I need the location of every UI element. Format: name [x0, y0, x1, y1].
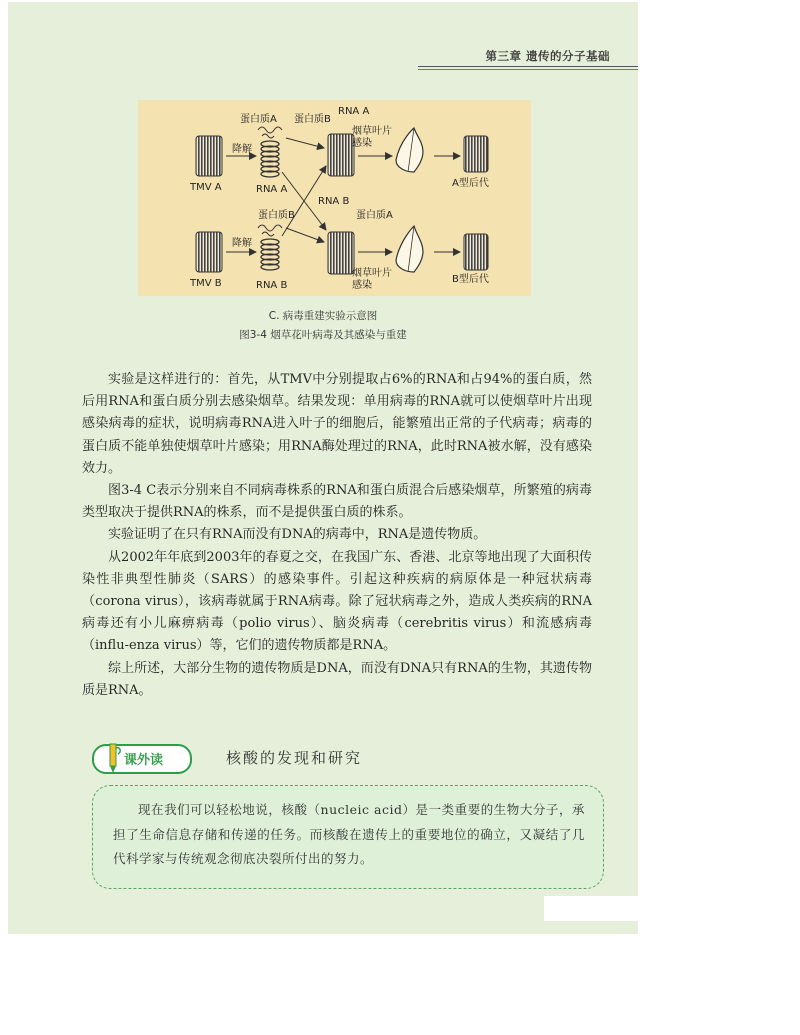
- label-offspring-a: A型后代: [452, 178, 489, 189]
- header-rule: [418, 66, 638, 67]
- label-protein-a-top: 蛋白质A: [240, 114, 277, 125]
- extra-reading-header: [92, 740, 392, 774]
- figure-diagram: [138, 100, 531, 296]
- scan-blank-patch: [544, 896, 638, 921]
- protein-fragments-top: [258, 127, 282, 138]
- rna-coil-bottom: [261, 239, 279, 270]
- offspring-a-virus: [464, 136, 488, 172]
- pencil-icon: [104, 742, 122, 774]
- figure-subcaption: C. 病毒重建实验示意图: [268, 310, 378, 322]
- reading-box: [92, 785, 604, 889]
- header-rule-thin: [418, 69, 638, 70]
- textbook-page: [8, 2, 638, 934]
- label-infect-top: [352, 124, 392, 149]
- paragraph: 图3-4 C表示分别来自不同病毒株系的RNA和蛋白质混合后感染烟草，所繁殖的病毒类型取决于提供RNA的株系，而不是提供蛋白质的株系。: [82, 483, 592, 521]
- label-infect-bottom: [352, 266, 392, 291]
- protein-fragments-bottom: [258, 225, 282, 236]
- paragraph: 实验证明了在只有RNA而没有DNA的病毒中，RNA是遗传物质。: [108, 527, 487, 543]
- label-infect-bottom-line1: 烟草叶片: [352, 268, 392, 279]
- label-protein-b-top: 蛋白质B: [294, 114, 331, 125]
- paragraph: 综上所述，大部分生物的遗传物质是DNA，而没有DNA只有RNA的生物，其遗传物质是RNA。: [82, 660, 592, 698]
- reconstructed-virus-top: [328, 134, 354, 176]
- reading-box-text: [113, 798, 585, 872]
- leaf-bottom: [396, 226, 423, 272]
- reconstructed-virus-bottom: [328, 232, 354, 274]
- label-degrade-top: 降解: [232, 144, 252, 155]
- label-rna-b-mid: RNA B: [318, 196, 350, 207]
- reading-paragraph: 现在我们可以轻松地说，核酸（nucleic acid）是一类重要的生物大分子，承担了生命信息存储和传递的任务。而核酸在遗传上的重要地位的确立，又凝结了几代科学家与传统观念彻底决裂所付出的努力。: [113, 802, 585, 866]
- label-rna-a-top: RNA A: [338, 106, 370, 117]
- label-tmv-a: TMV A: [190, 182, 222, 193]
- label-offspring-b: B型后代: [452, 274, 489, 285]
- label-rna-a-mid: RNA A: [256, 184, 288, 195]
- body-text: [82, 369, 592, 702]
- label-infect-bottom-line2: 感染: [352, 280, 372, 291]
- paragraph: 实验是这样进行的：首先，从TMV中分别提取占6%的RNA和占94%的蛋白质，然后用RNA和蛋白质分别去感染烟草。结果发现：单用病毒的RNA就可以使烟草叶片出现感染病毒的症状，说明病毒RNA进入叶子的细胞后，能繁殖出正常的子代病毒；病毒的蛋白质不能单独使烟草叶片感染；用RNA酶处理过的RNA，此时RNA被水解，没有感染效力。: [82, 372, 592, 476]
- section-title: 核酸的发现和研究: [226, 749, 363, 767]
- offspring-b-virus: [464, 234, 488, 270]
- label-rna-b-bottom: RNA B: [256, 280, 288, 291]
- rna-coil-top: [261, 141, 279, 177]
- label-protein-b-mid: 蛋白质B: [258, 210, 295, 221]
- label-infect-top-line2: 感染: [352, 138, 372, 149]
- leaf-top: [396, 128, 423, 172]
- chapter-header: 第三章 遗传的分子基础: [485, 49, 610, 63]
- badge-label: 课外读: [124, 753, 164, 768]
- label-tmv-b: TMV B: [190, 278, 222, 289]
- label-infect-top-line1: 烟草叶片: [352, 126, 392, 137]
- tmv-b-virus: [196, 232, 222, 272]
- figure-caption: 图3-4 烟草花叶病毒及其感染与重建: [239, 329, 407, 341]
- paragraph: 从2002年年底到2003年的春夏之交，在我国广东、香港、北京等地出现了大面积传染性非典型性肺炎（SARS）的感染事件。引起这种疾病的病原体是一种冠状病毒（corona virus），该病毒就属于RNA病毒。除了冠状病毒之外，造成人类疾病的RNA病毒还有小儿麻痹病毒（polio virus）、脑炎病毒（cerebritis virus）和流感病毒（influ-enza virus）等，它们的遗传物质都是RNA。: [82, 549, 592, 654]
- extra-reading-badge: [92, 744, 192, 774]
- virus-reconstruction-figure: [138, 100, 531, 296]
- label-degrade-bottom: 降解: [232, 238, 252, 249]
- label-protein-a-mid: 蛋白质A: [356, 210, 393, 221]
- tmv-a-virus: [196, 136, 222, 176]
